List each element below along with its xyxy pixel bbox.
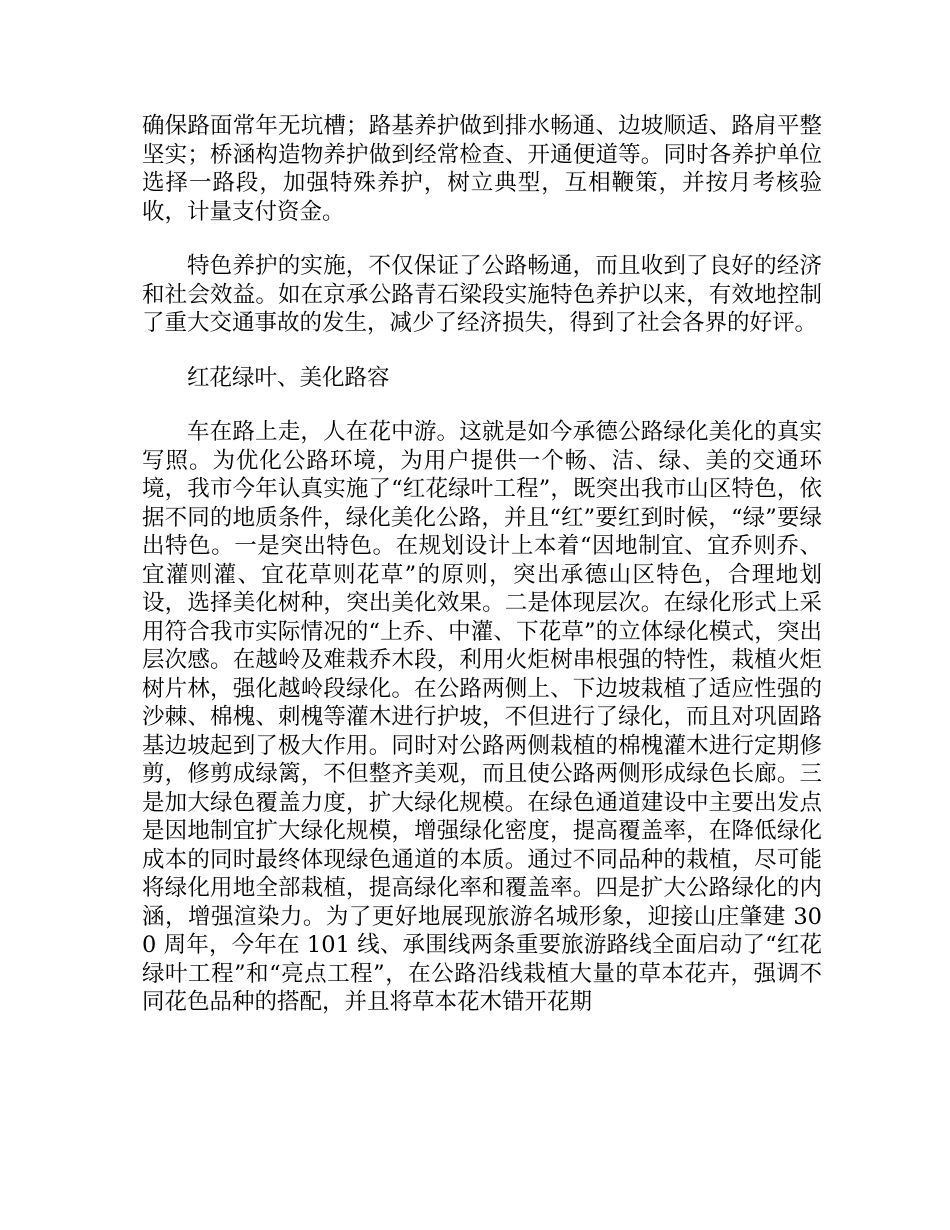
document-page [142,112,822,1043]
paragraph-2: 特色养护的实施，不仅保证了公路畅通，而且收到了良好的经济和社会效益。如在京承公路青石梁段实施特色养护以来，有效地控制了重大交通事故的发生，减少了经济损失，得到了社会各界的好评。 [142,253,822,336]
section-heading: 红花绿叶、美化路容 [187,364,390,391]
paragraph-3: 车在路上走，人在花中游。这就是如今承德公路绿化美化的真实写照。为优化公路环境，为用户提供一个畅、洁、绿、美的交通环境，我市今年认真实施了“红花绿叶工程”，既突出我市山区特色，依据不同的地质条件，绿化美化公路，并且“红”要红到时候，“绿”要绿出特色。一是突出特色。在规划设计上本着“因地制宜、宜乔则乔、宜灌则灌、宜花草则花草”的原则，突出承德山区特色，合理地划设，选择美化树种，突出美化效果。二是体现层次。在绿化形式上采用符合我市实际情况的“上乔、中灌、下花草”的立体绿化模式，突出层次感。在越岭及难栽乔木段，利用火炬树串根强的特性，栽植火炬树片林，强化越岭段绿化。在公路两侧上、下边坡栽植了适应性强的沙棘、棉槐、刺槐等灌木进行护坡，不但进行了绿化，而且对巩固路基边坡起到了极大作用。同时对公路两侧栽植的棉槐灌木进行定期修剪，修剪成绿篱，不但整齐美观，而且使公路两侧形成绿色长廊。三是加大绿色覆盖力度，扩大绿化规模。在绿色通道建设中主要出发点是因地制宜扩大绿化规模，增强绿化密度，提高覆盖率，在降低绿化成本的同时最终体现绿色通道的本质。通过不同品种的栽植，尽可能将绿化用地全部栽植，提高绿化率和覆盖率。四是扩大公路绿化的内涵，增强渲染力。为了更好地展现旅游名城形象，迎接山庄肇建 300 周年，今年在 101 线、承围线两条重要旅游路线全面启动了“红花绿叶工程”和“亮点工程”，在公路沿线栽植大量的草本花卉，强调不同花色品种的搭配，并且将草本花木错开花期 [142,419,822,1015]
paragraph-1: 确保路面常年无坑槽；路基养护做到排水畅通、边坡顺适、路肩平整坚实；桥涵构造物养护做到经常检查、开通便道等。同时各养护单位选择一路段，加强特殊养护，树立典型，互相鞭策，并按月考核验收，计量支付资金。 [142,113,822,225]
